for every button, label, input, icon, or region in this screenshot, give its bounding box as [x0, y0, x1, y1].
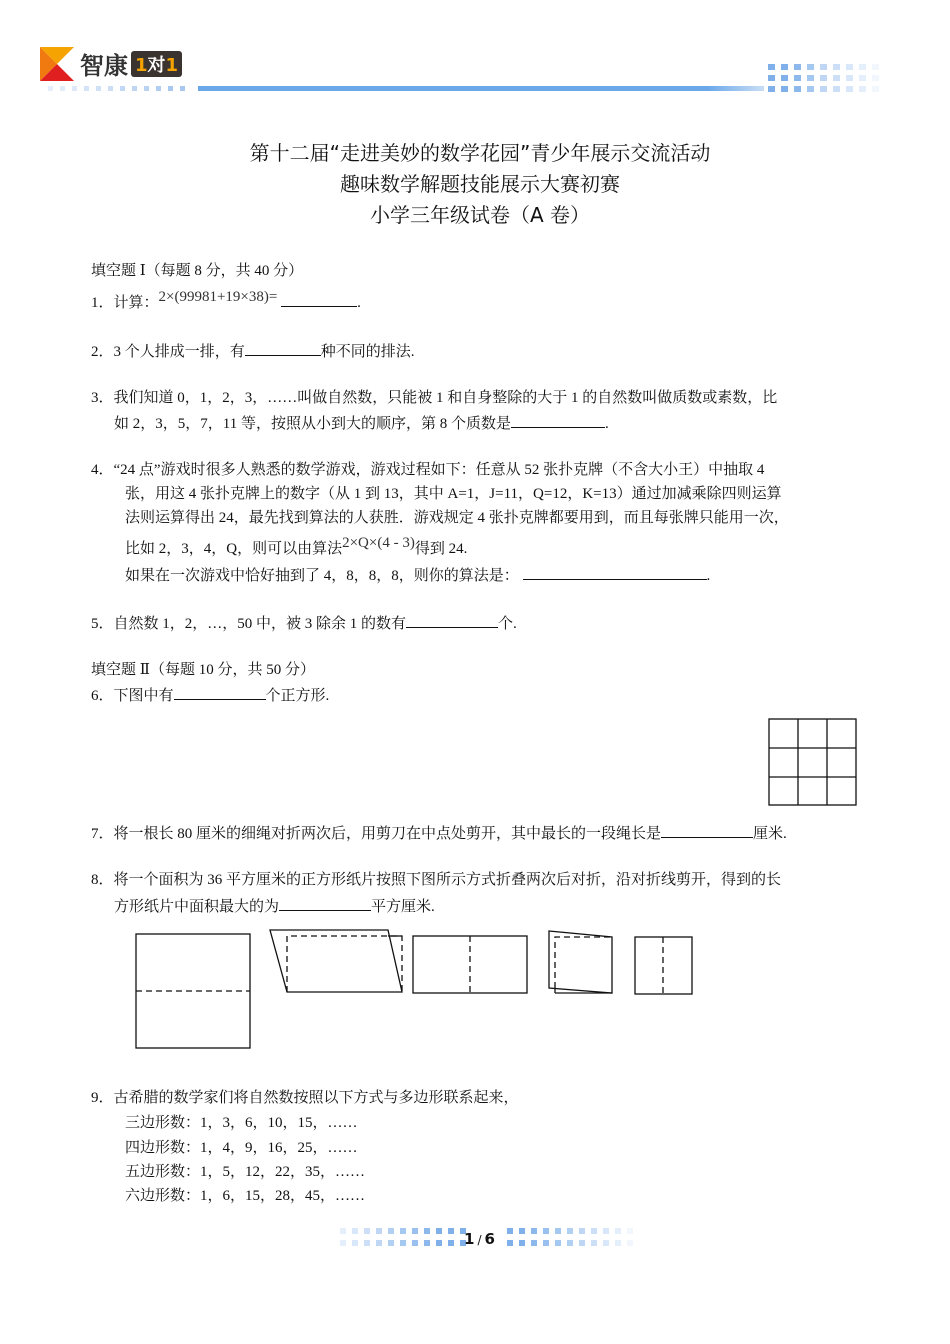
- logo-brand: 智康: [80, 52, 128, 80]
- question-8: 8．将一个面积为 36 平方厘米的正方形纸片按照下图所示方式折叠两次后对折，沿对折线剪开，得到的长: [91, 872, 782, 888]
- square-grid-figure: [768, 718, 858, 808]
- section-heading: 填空题 Ⅰ（每题 8 分，共 40 分）: [91, 263, 304, 279]
- question-9: 9．古希腊的数学家们将自然数按照以下方式与多边形联系起来，: [91, 1090, 519, 1106]
- answer-blank: [279, 895, 371, 911]
- question-7: 7．将一根长 80 厘米的细绳对折两次后，用剪刀在中点处剪开，其中最长的一段绳长是 厘米.: [91, 822, 787, 844]
- question-8-cont: 方形纸片中面积最大的为 平方厘米.: [114, 895, 435, 917]
- logo-badge: 1对1: [131, 51, 182, 77]
- question-3: 3．我们知道 0，1，2，3，……叫做自然数，只能被 1 和自身整除的大于 1 的自然数叫做质数或素数，比: [91, 390, 778, 406]
- question-4-line: 如果在一次游戏中恰好抽到了 4，8，8，8，则你的算法是： .: [125, 564, 710, 586]
- polygon-number-row: 五边形数：1，5，12，22，35，……: [125, 1164, 366, 1180]
- question-1: 1．计算：2×(99981+19×38)= .: [91, 289, 361, 311]
- question-5: 5．自然数 1，2，…，50 中，被 3 除余 1 的数有 个.: [91, 612, 517, 634]
- question-3-cont: 如 2，3，5，7，11 等，按照从小到大的顺序，第 8 个质数是 .: [114, 412, 609, 434]
- question-4-line: 法则运算得出 24，最先找到算法的人获胜．游戏规定 4 张扑克牌都要用到，而且每张牌只能用一次，: [125, 510, 789, 526]
- polygon-number-row: 三边形数：1，3，6，10，15，……: [125, 1115, 358, 1131]
- title-line-2: 趣味数学解题技能展示大赛初赛: [340, 172, 620, 196]
- answer-blank: [174, 684, 266, 700]
- question-4-line: 比如 2，3，4，Q，则可以由算法2×Q×(4 - 3)得到 24.: [125, 535, 468, 557]
- question-6: 6．下图中有 个正方形.: [91, 684, 329, 706]
- answer-blank: [245, 340, 321, 356]
- page-number: 1 / 6: [464, 1230, 495, 1248]
- question-2: 2．3 个人排成一排，有 种不同的排法.: [91, 340, 415, 362]
- answer-blank: [511, 412, 605, 428]
- header-decoration: [0, 60, 950, 96]
- polygon-number-row: 六边形数：1，6，15，28，45，……: [125, 1188, 366, 1204]
- question-4: 4．“24 点”游戏时很多人熟悉的数学游戏，游戏过程如下：任意从 52 张扑克牌（不含大小王）中抽取 4: [91, 462, 765, 478]
- answer-blank: [661, 822, 753, 838]
- answer-blank: [281, 291, 357, 307]
- answer-blank: [523, 564, 707, 580]
- title-line-1: 第十二届“走进美妙的数学花园”青少年展示交流活动: [249, 141, 711, 165]
- answer-blank: [406, 612, 498, 628]
- title-line-3: 小学三年级试卷（A 卷）: [369, 203, 591, 227]
- question-4-line: 张，用这 4 张扑克牌上的数字（从 1 到 13，其中 A=1，J=11，Q=12，K=13）通过加减乘除四则运算: [125, 486, 782, 502]
- section-heading: 填空题 Ⅱ（每题 10 分，共 50 分）: [91, 662, 315, 678]
- polygon-number-row: 四边形数：1，4，9，16，25，……: [125, 1140, 358, 1156]
